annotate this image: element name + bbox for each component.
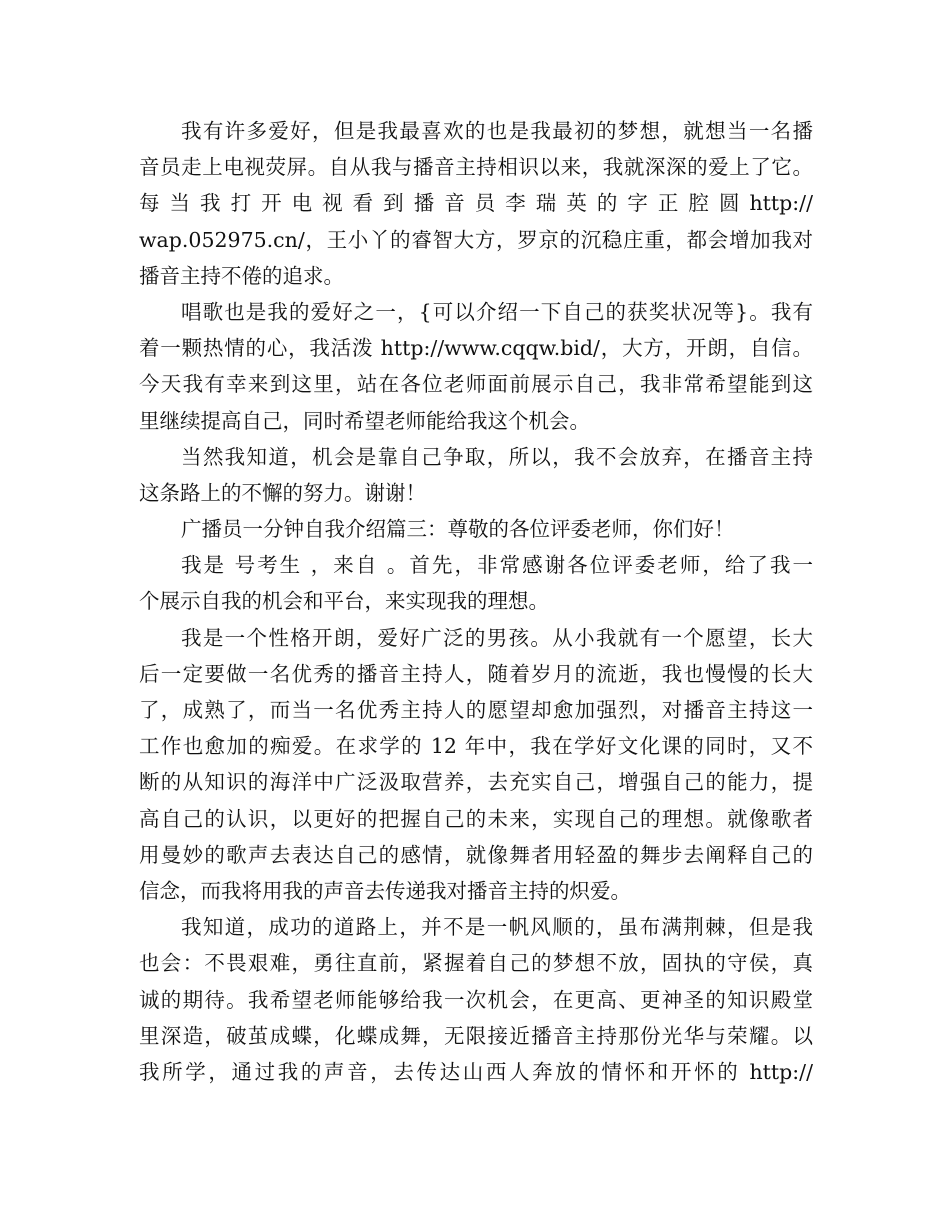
text-line: 我是一个性格开朗，爱好广泛的男孩。从小我就有一个愿望，长大 (181, 625, 813, 650)
text-line: 也会：不畏艰难，勇往直前，紧握着自己的梦想不放，固执的守侯，真 (139, 951, 813, 976)
text-line: 后一定要做一名优秀的播音主持人，随着岁月的流逝，我也慢慢的长大 (139, 661, 813, 686)
text-line: 工作也愈加的痴爱。在求学的 12 年中，我在学好文化课的同时，又不 (139, 734, 813, 759)
text-line: 广播员一分钟自我介绍篇三：尊敬的各位评委老师，你们好！ (181, 517, 735, 542)
document-body (139, 113, 813, 1090)
text-line: 播音主持不倦的追求。 (139, 263, 344, 288)
text-line: 音员走上电视荧屏。自从我与播音主持相识以来，我就深深的爱上了它。 (139, 155, 813, 180)
text-line: 这条路上的不懈的努力。谢谢！ (139, 480, 426, 505)
text-line: 我是 号考生 ，来自 。首先，非常感谢各位评委老师，给了我一 (181, 553, 813, 578)
text-line: 用曼妙的歌声去表达自己的感情，就像舞者用轻盈的舞步去阐释自己的 (139, 842, 813, 867)
text-line: 我有许多爱好，但是我最喜欢的也是我最初的梦想，就想当一名播 (181, 119, 813, 143)
text-line: 断的从知识的海洋中广泛汲取营养，去充实自己，增强自己的能力，提 (139, 770, 813, 795)
text-line: 今天我有幸来到这里，站在各位老师面前展示自己，我非常希望能到这 (139, 372, 813, 397)
text-line: 信念，而我将用我的声音去传递我对播音主持的炽爱。 (139, 878, 631, 903)
text-line: 了，成熟了，而当一名优秀主持人的愿望却愈加强烈，对播音主持这一 (139, 698, 813, 722)
text-line: 唱歌也是我的爱好之一，{可以介绍一下自己的获奖状况等}。我有 (181, 299, 813, 324)
text-line: 每 当 我 打 开 电 视 看 到 播 音 员 李 瑞 英 的 字 正 腔 圆 http:// (139, 191, 813, 216)
text-line: 高自己的认识，以更好的把握自己的未来，实现自己的理想。就像歌者 (139, 806, 813, 831)
text-line: wap.052975.cn/，王小丫的睿智大方，罗京的沉稳庄重，都会增加我对 (139, 227, 813, 252)
text-line: 里继续提高自己，同时希望老师能给我这个机会。 (139, 408, 590, 433)
text-line: 里深造，破茧成蝶，化蝶成舞，无限接近播音主持那份光华与荣耀。以 (139, 1023, 813, 1048)
text-line: 当然我知道，机会是靠自己争取，所以，我不会放弃，在播音主持 (181, 444, 813, 469)
text-line: 个展示自我的机会和平台，来实现我的理想。 (139, 589, 549, 614)
text-line: 诚的期待。我希望老师能够给我一次机会，在更高、更神圣的知识殿堂 (139, 987, 813, 1012)
text-line: 我所学，通过我的声音，去传达山西人奔放的情怀和开怀的 http:// (139, 1059, 813, 1084)
text-line: 我知道，成功的道路上，并不是一帆风顺的，虽布满荆棘，但是我 (181, 915, 813, 940)
text-line: 着一颗热情的心，我活泼 http://www.cqqw.bid/，大方，开朗，自信。 (139, 336, 813, 361)
